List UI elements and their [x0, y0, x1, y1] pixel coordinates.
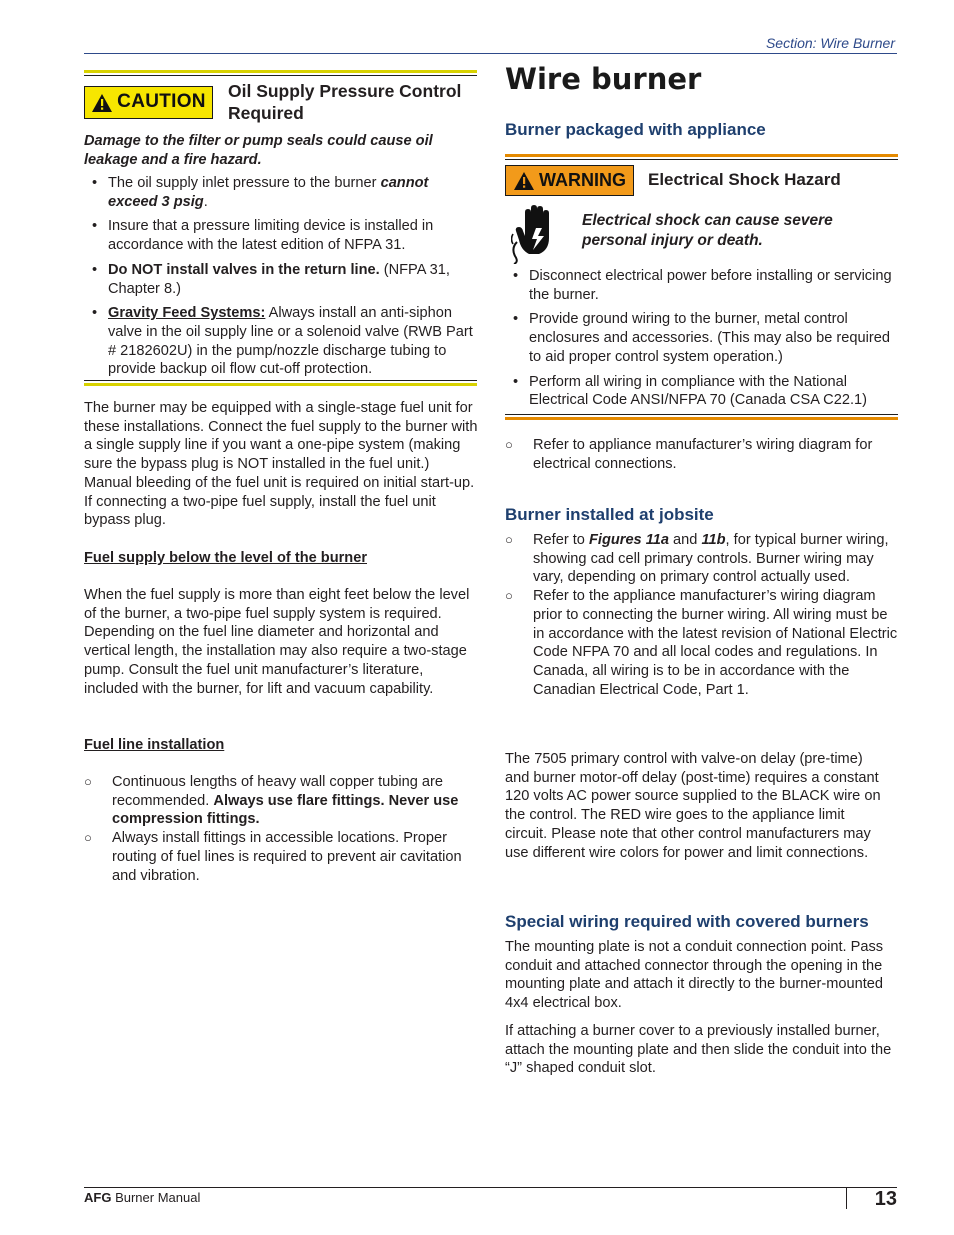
fuel-line-installation-heading: Fuel line installation	[84, 737, 225, 753]
warning-box	[505, 154, 898, 419]
caution-italic-text: Damage to the filter or pump seals could cause oil leakage and a fire hazard.	[84, 133, 433, 168]
caution-bullet-list	[84, 174, 477, 385]
warning-top-bar	[505, 154, 898, 157]
burner-cover-paragraph: If attaching a burner cover to a previously installed burner, attach the mounting plate and then slide the conduit into the “J” shaped conduit slot.	[505, 1023, 892, 1077]
electric-shock-hand-icon	[511, 204, 563, 264]
warning-bottom-bar	[505, 417, 898, 420]
caution-title: Oil Supply Pressure Control Required	[228, 81, 462, 123]
burner-packaged-heading: Burner packaged with appliance	[505, 120, 766, 139]
appliance-wiring-item: ○ Refer to appliance manufacturer’s wiring diagram for electrical connections.	[505, 436, 900, 473]
caution-bullet-1: • The oil supply inlet pressure to the burner cannot exceed 3 psig.	[84, 174, 477, 211]
footer-manual-name: AFG Burner Manual	[84, 1190, 201, 1205]
fuel-line-item-1: ○ Continuous lengths of heavy wall copper tubing are recommended. Always use flare fittings. Never use compression fittings.	[84, 773, 479, 829]
warning-top-line	[505, 159, 898, 160]
caution-bullet-2: • Insure that a pressure limiting device is installed in accordance with the latest edition of NFPA 31.	[84, 217, 477, 254]
caution-bottom-line	[84, 380, 477, 381]
page-title: Wire burner	[505, 62, 702, 96]
caution-box	[84, 70, 477, 386]
warning-bottom-line	[505, 414, 898, 415]
primary-control-paragraph: The 7505 primary control with valve-on delay (pre-time) and burner motor-off delay (post-time) requires a constant 120 volts AC power source supplied to the BLACK wire on the control. The RED wire goes to the appliance limit circuit. Please note that other control manufacturers may use different wire colors for power and limit connections.	[505, 751, 881, 861]
caution-bullet-4: • Gravity Feed Systems: Always install an anti-siphon valve in the oil supply line or a solenoid valve (RWB Part # 2182602U) in the pump/nozzle discharge tubing to provide backup oil flow cut-off protection.	[84, 304, 477, 379]
footer-divider	[846, 1187, 847, 1209]
footer-rule	[84, 1187, 897, 1188]
warning-bullet-3: • Perform all wiring in compliance with the National Electrical Code ANSI/NFPA 70 (Canada CSA C22.1)	[505, 373, 898, 410]
burner-jobsite-heading: Burner installed at jobsite	[505, 505, 714, 524]
page-number: 13	[874, 1188, 897, 1210]
mounting-plate-paragraph: The mounting plate is not a conduit connection point. Pass conduit and attached connector through the opening in the mounting plate and attach it directly to the burner-mounted 4x4 electrical box.	[505, 939, 884, 1012]
warning-badge	[505, 165, 634, 196]
special-wiring-heading: Special wiring required with covered burners	[505, 912, 869, 931]
header-rule	[84, 53, 897, 54]
caution-top-line	[84, 75, 477, 76]
warning-bullet-2: • Provide ground wiring to the burner, metal control enclosures and accessories. (This may also be required to aid proper control system operation.)	[505, 310, 898, 366]
warning-italic-text: Electrical shock can cause severe personal injury or death.	[582, 212, 833, 249]
caution-bullet-3: • Do NOT install valves in the return line. (NFPA 31, Chapter 8.)	[84, 261, 477, 298]
caution-bottom-bar	[84, 383, 477, 386]
warning-triangle-icon	[91, 93, 113, 113]
caution-top-bar	[84, 70, 477, 73]
section-label: Section: Wire Burner	[765, 35, 895, 51]
warning-title: Electrical Shock Hazard	[648, 170, 841, 189]
jobsite-list	[505, 531, 900, 699]
warning-badge-label: WARNING	[539, 170, 626, 191]
warning-triangle-icon	[513, 171, 535, 191]
caution-badge-label: CAUTION	[117, 91, 206, 113]
fuel-supply-below-heading: Fuel supply below the level of the burner	[84, 550, 367, 566]
fuel-line-item-2: ○ Always install fittings in accessible locations. Proper routing of fuel lines is required to prevent air cavitation and vibration.	[84, 829, 479, 885]
jobsite-item-2: ○ Refer to the appliance manufacturer’s wiring diagram prior to connecting the burner wiring. All wiring must be in accordance with the latest revision of National Electric Code NFPA 70 and all local codes and regulations. In Canada, all wiring is to be in accordance with the Canadian Electrical Code, Part 1.	[505, 587, 900, 699]
jobsite-item-1: ○ Refer to Figures 11a and 11b, for typical burner wiring, showing cad cell primary controls. Burner wiring may vary, depending on primary control actually used.	[505, 531, 900, 587]
fuel-unit-paragraph: The burner may be equipped with a single-stage fuel unit for these installations. Connect the fuel supply to the burner with a single supply line if you want a one-pipe system (making sure the bypass plug is NOT installed in the fuel unit.) Manual bleeding of the fuel unit is required on initial start-up. If connecting a two-pipe fuel supply, install the fuel unit bypass plug.	[84, 400, 478, 529]
warning-bullet-list	[505, 267, 898, 416]
fuel-line-list	[84, 773, 479, 885]
warning-bullet-1: • Disconnect electrical power before installing or servicing the burner.	[505, 267, 898, 304]
appliance-wiring-list	[505, 436, 900, 473]
caution-badge	[84, 86, 213, 119]
fuel-supply-below-paragraph: When the fuel supply is more than eight feet below the level of the burner, a two-pipe fuel supply system is required. Depending on the fuel line diameter and horizontal and vertical length, the installation may also require a two-stage pump. Consult the fuel unit manufacturer’s literature, included with the burner, for lift and vacuum capability.	[84, 587, 470, 697]
